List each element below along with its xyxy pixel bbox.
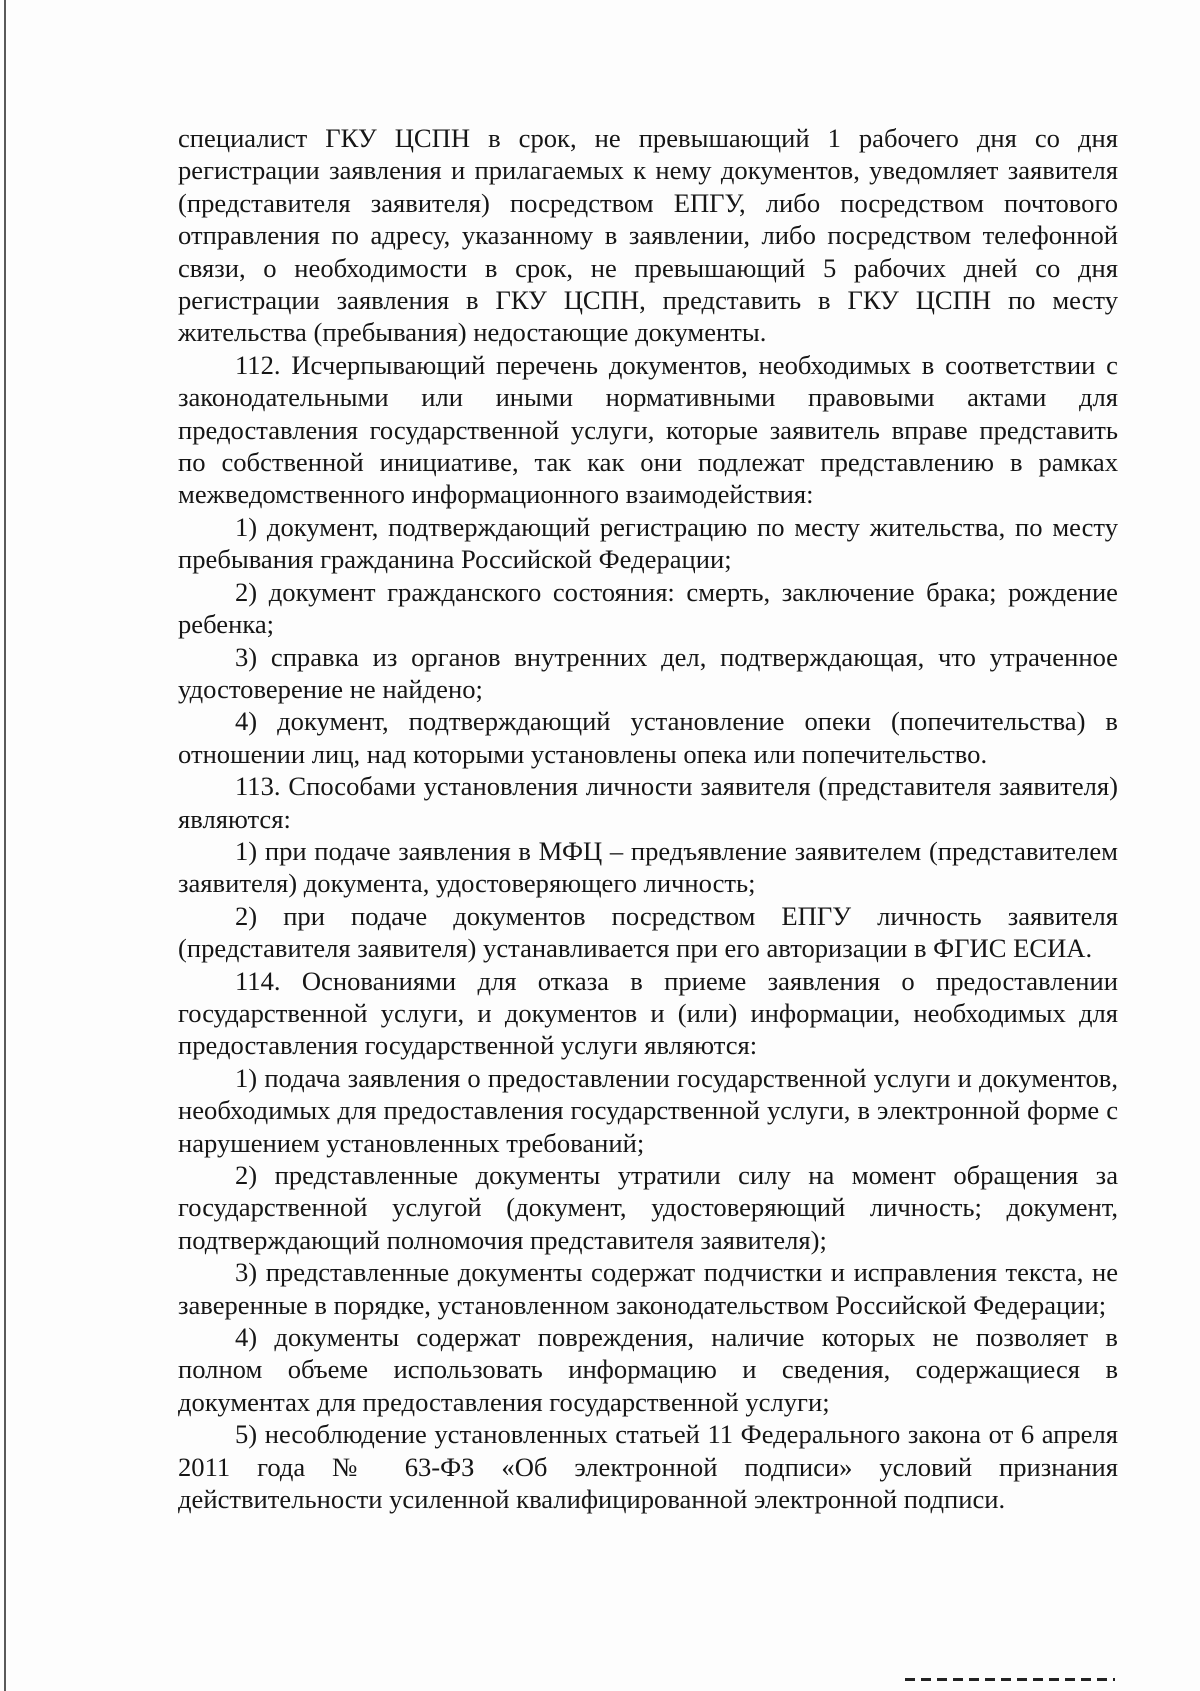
paragraph-112-item-1: 1) документ, подтверждающий регистрацию по месту жительства, по месту пребывания гражданина Российской Федерации; (178, 511, 1118, 575)
paragraph-113: 113. Способами установления личности заявителя (представителя заявителя) являются: (178, 771, 1118, 834)
paragraph-113-item-2: 2) при подаче документов посредством ЕПГУ личность заявителя (представителя заявителя) устанавливается при его авторизации в ФГИС ЕСИА. (178, 900, 1118, 964)
document-body (178, 122, 1118, 1515)
scan-edge-line (4, 0, 6, 1691)
paragraph-112: 112. Исчерпывающий перечень документов, необходимых в соответствии с законодательными или иными нормативными правовыми актами для предоставления государственной услуги, которые заявитель вправе представить по собственной инициативе, так как они подлежат представлению в рамках межведомственного информационного взаимодействия: (178, 349, 1118, 510)
scan-bottom-mark (905, 1678, 1115, 1681)
paragraph-114-item-4: 4) документы содержат повреждения, наличие которых не позволяет в полном объеме использовать информацию и сведения, содержащиеся в документах для предоставления государственной услуги; (178, 1322, 1118, 1417)
paragraph-114: 114. Основаниями для отказа в приеме заявления о предоставлении государственной услуги, и документов и (или) информации, необходимых для предоставления государственной услуги являются: (178, 965, 1118, 1061)
paragraph-112-item-3: 3) справка из органов внутренних дел, подтверждающая, что утраченное удостоверение не найдено; (178, 641, 1118, 704)
paragraph-113-item-1: 1) при подаче заявления в МФЦ – предъявление заявителем (представителем заявителя) документа, удостоверяющего личность; (178, 835, 1118, 899)
paragraph-114-item-3: 3) представленные документы содержат подчистки и исправления текста, не заверенные в порядке, установленном законодательством Российской Федерации; (178, 1257, 1118, 1320)
paragraph-112-item-2: 2) документ гражданского состояния: смерть, заключение брака; рождение ребенка; (178, 576, 1118, 640)
paragraph-114-item-5: 5) несоблюдение установленных статьей 11 Федерального закона от 6 апреля 2011 года № 63-ФЗ «Об электронной подписи» условий признания действительности усиленной квалифицированной электронной подписи. (178, 1419, 1118, 1515)
paragraph-continuation: специалист ГКУ ЦСПН в срок, не превышающий 1 рабочего дня со дня регистрации заявления и прилагаемых к нему документов, уведомляет заявителя (представителя заявителя) посредством ЕПГУ, либо посредством почтового отправления по адресу, указанному в заявлении, либо посредством телефонной связи, о необходимости в срок, не превышающий 5 рабочих дней со дня регистрации заявления в ГКУ ЦСПН, представить в ГКУ ЦСПН по месту жительства (пребывания) недостающие документы. (178, 123, 1118, 348)
paragraph-114-item-2: 2) представленные документы утратили силу на момент обращения за государственной услугой (документ, удостоверяющий личность; документ, подтверждающий полномочия представителя заявителя); (178, 1160, 1118, 1255)
paragraph-114-item-1: 1) подача заявления о предоставлении государственной услуги и документов, необходимых для предоставления государственной услуги, в электронной форме с нарушением установленных требований; (178, 1062, 1118, 1158)
paragraph-112-item-4: 4) документ, подтверждающий установление опеки (попечительства) в отношении лиц, над которыми установлены опека или попечительство. (178, 706, 1118, 769)
